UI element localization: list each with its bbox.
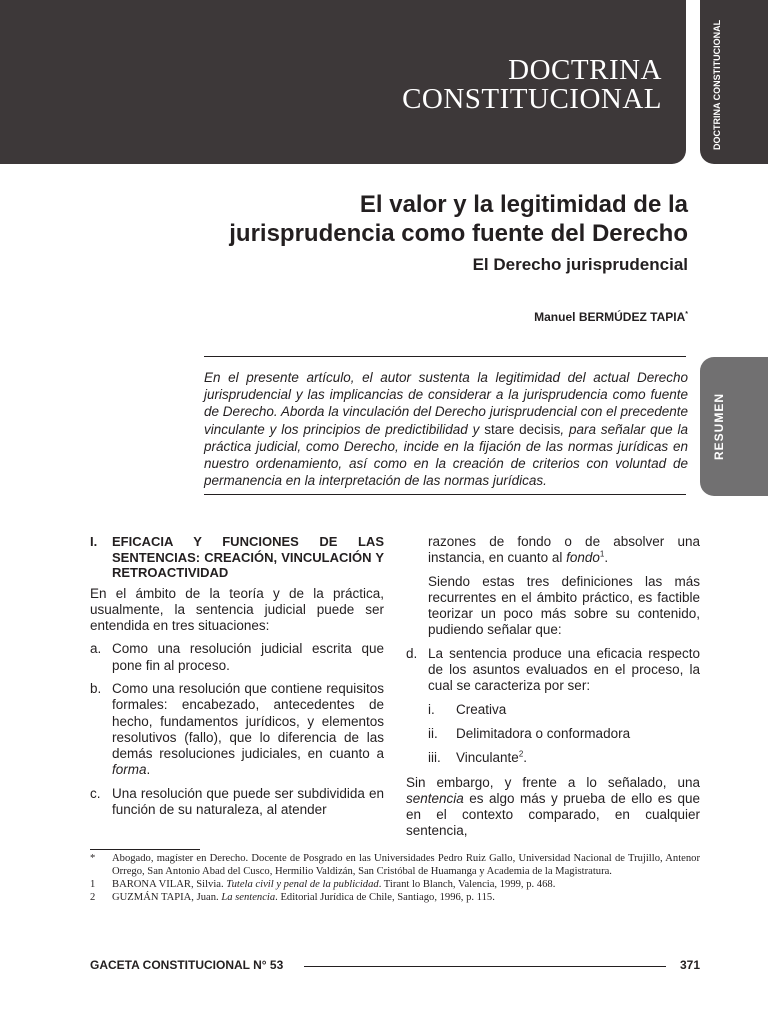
footnote-1-details: . Tirant lo Blanch, Valencia, 1999, p. 468. bbox=[378, 879, 556, 890]
body-column-left bbox=[90, 534, 384, 825]
paragraph-however-b: es algo más y prueba de ello es que en el contexto comparado, en cualquier sentencia, bbox=[406, 790, 700, 839]
author-byline bbox=[128, 310, 688, 324]
footnote-2 bbox=[90, 891, 700, 904]
side-tab-section bbox=[700, 0, 768, 164]
side-tab-resumen bbox=[700, 357, 768, 496]
footnote-2-work: La sentencia bbox=[221, 892, 276, 903]
author-name: Manuel BERMÚDEZ TAPIA bbox=[534, 310, 686, 324]
header-band bbox=[0, 0, 686, 164]
continuation-end: . bbox=[604, 550, 609, 566]
list-item-a-text: Como una resolución judicial escrita que pone fin al proceso. bbox=[112, 641, 384, 673]
side-tab-resumen-label: RESUMEN bbox=[712, 392, 726, 460]
footnote-1-work: Tutela civil y penal de la publicidad bbox=[226, 879, 379, 890]
body-column-right bbox=[406, 534, 700, 847]
footnote-2-author: GUZMÁN TAPIA, Juan. bbox=[112, 892, 219, 903]
intro-paragraph: En el ámbito de la teoría y de la práctica, usualmente, la sentencia judicial puede ser entendida en tres situaciones: bbox=[90, 585, 384, 634]
article-title bbox=[128, 190, 688, 248]
author-footnote-mark: * bbox=[685, 311, 688, 318]
footnote-1 bbox=[90, 878, 700, 891]
list-item-c bbox=[90, 786, 384, 819]
list-item-d-text: La sentencia produce una eficacia respecto de los asuntos evaluados en el proceso, la cual se caracteriza por ser: bbox=[428, 645, 700, 694]
page-footer bbox=[90, 958, 700, 974]
article-title-line1: El valor y la legitimidad de la bbox=[359, 191, 688, 218]
page-number: 371 bbox=[679, 958, 700, 972]
abstract-part-c: , para señalar que la práctica judicial, como Derecho, incide en la fijación de las normas jurídicas en nuestro ordenamiento, así como en la creación de criterios con voluntad de permanencia en la interpretación de las normas jurídicas. bbox=[204, 421, 688, 489]
header-title-line1: DOCTRINA bbox=[508, 54, 662, 86]
sub-item-i-label: i. bbox=[428, 701, 435, 717]
side-tab-section-label: DOCTRINA CONSTITUCIONAL bbox=[712, 19, 722, 150]
list-item-b-emphasis: forma bbox=[112, 762, 147, 778]
abstract-top-rule bbox=[204, 356, 686, 357]
paragraph-however bbox=[406, 775, 700, 840]
sub-item-ii bbox=[428, 726, 700, 742]
sub-item-iii-end: . bbox=[523, 750, 528, 766]
article-title-line2: jurisprudencia como fuente del Derecho bbox=[229, 220, 688, 247]
list-item-b-main: Como una resolución que contiene requisitos formales: encabezado, antecedentes de hecho, fundamentos jurídicos, y elementos resolutivos (fallo), que lo diferencia de las demás resoluciones judiciales, en cuanto a bbox=[112, 680, 384, 762]
section-number: I. bbox=[90, 534, 98, 549]
sub-item-iii-main: Vinculante bbox=[456, 750, 519, 766]
footnote-mark: * bbox=[90, 853, 96, 864]
abstract-part-b: stare decisis bbox=[484, 421, 561, 437]
list-item-c-text: Una resolución que puede ser subdividida en función de su naturaleza, al atender bbox=[112, 785, 384, 818]
paragraph-definitions: Siendo estas tres definiciones las más recurrentes en el ámbito práctico, es factible teorizar un poco más sobre su contenido, pudiendo señalar que: bbox=[428, 573, 700, 638]
publication-name: GACETA CONSTITUCIONAL N° 53 bbox=[90, 958, 284, 972]
list-item-d-label: d. bbox=[406, 645, 418, 661]
continuation-text: razones de fondo o de absolver una instancia, en cuanto al bbox=[428, 534, 700, 566]
list-item-d bbox=[406, 646, 700, 695]
list-item-c-label: c. bbox=[90, 785, 101, 801]
list-item-b-text bbox=[112, 681, 384, 779]
sub-item-ii-text: Delimitadora o conformadora bbox=[456, 725, 631, 741]
list-item-b bbox=[90, 681, 384, 779]
paragraph-however-a: Sin embargo, y frente a lo señalado, una bbox=[406, 774, 700, 790]
sub-item-ii-label: ii. bbox=[428, 725, 438, 741]
section-heading bbox=[90, 534, 384, 581]
footnote-2-details: . Editorial Jurídica de Chile, Santiago, 1996, p. 115. bbox=[275, 892, 495, 903]
list-item-b-label: b. bbox=[90, 680, 102, 696]
footnote-author bbox=[90, 852, 700, 878]
section-title: EFICACIA Y FUNCIONES DE LAS SENTENCIAS: CREACIÓN, VINCULACIÓN Y RETROACTIVIDAD bbox=[112, 534, 384, 580]
footer-rule bbox=[304, 966, 666, 967]
sub-item-iii bbox=[428, 750, 700, 766]
footnote-rule bbox=[90, 849, 200, 850]
footnote-1-author: BARONA VILAR, Silvia. bbox=[112, 879, 224, 890]
abstract-bottom-rule bbox=[204, 494, 686, 495]
sub-item-i-text: Creativa bbox=[456, 701, 507, 717]
abstract-text bbox=[204, 369, 688, 489]
footnote-mark: 1 bbox=[90, 879, 96, 890]
list-item-c-continuation bbox=[428, 534, 700, 567]
section-header-title bbox=[402, 56, 662, 114]
article-subtitle: El Derecho jurisprudencial bbox=[472, 255, 688, 274]
sub-item-iii-text bbox=[456, 750, 527, 766]
sub-item-iii-label: iii. bbox=[428, 750, 441, 766]
continuation-emphasis: fondo bbox=[566, 550, 600, 566]
list-item-b-end: . bbox=[146, 762, 151, 778]
footnote-ref-2: 2 bbox=[518, 749, 524, 759]
header-title-line2: CONSTITUCIONAL bbox=[402, 83, 662, 115]
footnote-text: Abogado, magíster en Derecho. Docente de Posgrado en las Universidades Pedro Ruiz Gallo, Universidad Nacional de Trujillo, Antenor Orrego, San Antonio Abad del Cusco, Hermilio Valdizán, San Cristóbal de Huamanga y Academia de la Magistratura. bbox=[112, 853, 700, 877]
paragraph-however-emphasis: sentencia bbox=[406, 790, 464, 806]
footnotes bbox=[90, 852, 700, 904]
footnote-mark: 2 bbox=[90, 892, 96, 903]
footnote-ref-1: 1 bbox=[599, 549, 605, 559]
list-item-a-label: a. bbox=[90, 641, 102, 657]
footnote-text bbox=[112, 878, 700, 891]
abstract-part-a: En el presente artículo, el autor sustenta la legitimidad del actual Derecho jurisprudencial y las implicancias de considerar a la jurisprudencia como fuente de Derecho. Aborda la vinculación del Derecho jurisprudencial con el precedente vinculante y los principios de predictibilidad y bbox=[204, 370, 688, 437]
sub-item-i bbox=[428, 702, 700, 718]
list-item-a bbox=[90, 641, 384, 674]
footnote-text bbox=[112, 891, 700, 904]
